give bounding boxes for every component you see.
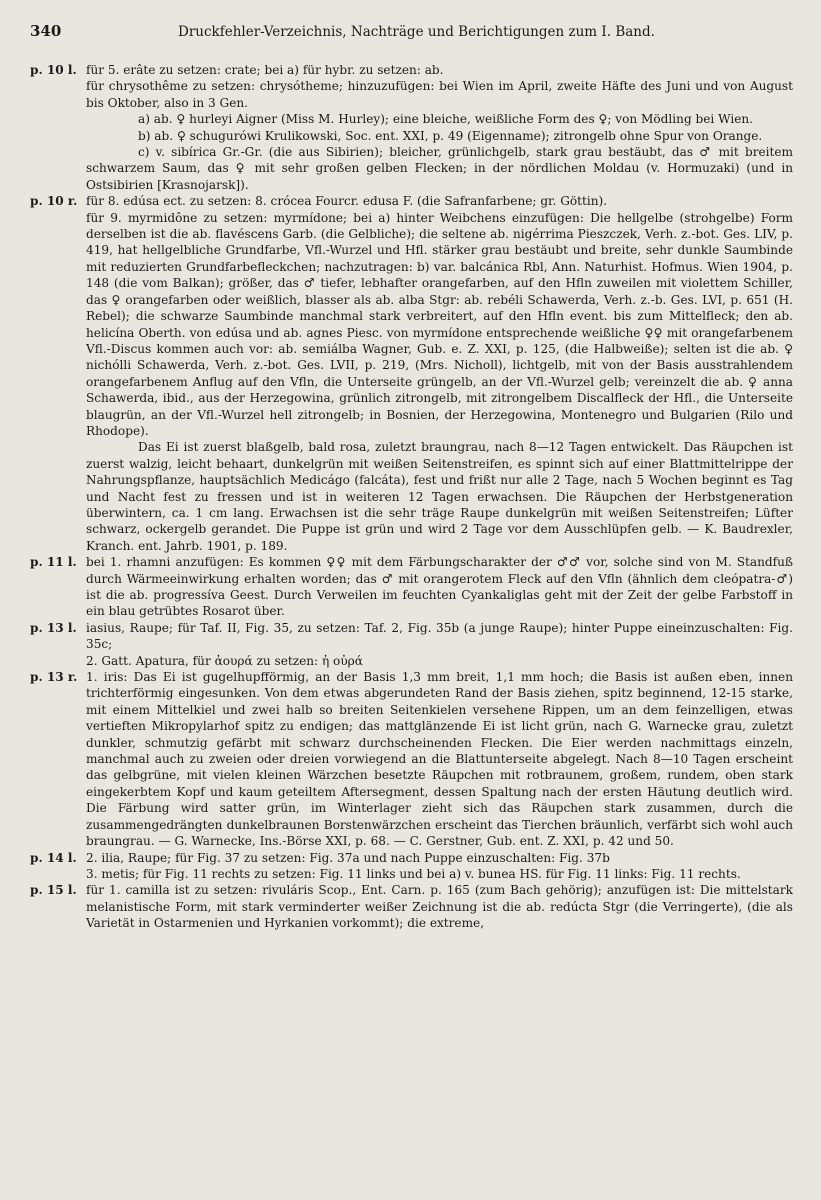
entry-paragraph: 3. metis; für Fig. 11 rechts zu setzen: Fig. 11 links und bei a) v. bunea HS. für Fig. 11 links: Fig. 11 rechts. xyxy=(86,866,741,881)
entry-paragraph: 2. Gatt. Apatura, für ἀουρά zu setzen: ἡ οὐρά xyxy=(86,653,363,668)
entry-p14l xyxy=(30,850,793,883)
entry-paragraph: c) v. sibírica Gr.-Gr. (die aus Sibirien); bleicher, grünlichgelb, stark grau bestäubt, das ♂ mit breitem schwarzem Saum, das ♀ mit sehr großen gelben Flecken; in der nördlichen Moldau (v. Hormuzaki) (und in Ostsibirien [Krasnojarsk]). xyxy=(86,145,793,192)
entry-reference: p. 10 r. xyxy=(30,194,78,209)
entry-reference: p. 14 l. xyxy=(30,850,77,865)
entry-paragraph: für 9. myrmidône zu setzen: myrmídone; bei a) hinter Weibchens einzufügen: Die hellgelbe (strohgelbe) Form derselben ist die ab. flavéscens Garb. (die Gelbliche); die seltene ab. nigérrima Pieszczek, Verh. z.-bot. Ges. LIV, p. 419, hat hellgelbliche Grundfarbe, Vfl.-Wurzel und Hfl. stärker grau bestäubt und breite, sehr dunkle Saumbinde mit reduzierten Grundfarbefleckchen; nachzutragen: b) var. balcánica Rbl, Ann. Naturhist. Hofmus. Wien 1904, p. 148 (die vom Balkan); größer, das ♂ tiefer, lebhafter orangefarben, auf den Hfln zuweilen mit violettem Schiller, das ♀ orangefarben oder weißlich, blasser als ab. alba Stgr: ab. rebéli Schawerda, Verh. z.-b. Ges. LVI, p. 651 (H. Rebel); die schwarze Saumbinde manchmal stark verbreitert, auf den Hfln event. bis zum Mittelfleck; den ab. helicína Oberth. von edúsa und ab. agnes Piesc. von myrmídone entsprechende weißliche ♀♀ mit orangefarbenem Vfl.-Discus kommen auch vor: ab. semiálba Wagner, Gub. e. Z. XXI, p. 125, (die Halbweiße); selten ist die ab. ♀ nichólli Schawerda, Verh. z.-bot. Ges. LVII, p. 219, (Mrs. Nicholl), lichtgelb, mit von der Basis ausstrahlendem orangefarbenem Anflug auf den Vfln, die Unterseite grüngelb, an der Vfl.-Wurzel gelb; vereinzelt die ab. ♀ anna Schawerda, ibid., aus der Herzegowina, grünlich zitrongelb, mit zitrongelbem Discalfleck der Hfl., die Unterseite blaugrün, an der Vfl.-Wurzel hell zitrongelb; in Bosnien, der Herzegowina, Montenegro und Bulgarien (Rilo und Rhodope). xyxy=(86,210,793,438)
entry-paragraph: a) ab. ♀ hurleyi Aigner (Miss M. Hurley); eine bleiche, weißliche Form des ♀; von Mödling bei Wien. xyxy=(138,112,754,127)
entry-paragraph: für 5. erâte zu setzen: crate; bei a) für hybr. zu setzen: ab. xyxy=(86,63,444,77)
entry-p15l xyxy=(30,882,793,931)
entry-reference: p. 13 r. xyxy=(30,670,78,685)
entry-reference: p. 13 l. xyxy=(30,620,77,635)
page-number: 340 xyxy=(30,22,62,40)
entry-paragraph: Das Ei ist zuerst blaßgelb, bald rosa, zuletzt braungrau, nach 8—12 Tagen entwickelt. Das Räupchen ist zuerst walzig, leicht behaart, dunkelgrün mit weißen Seitenstreifen, es spinnt sich auf einer Blattmittelrippe der Nahrungspflanze, hauptsächlich Medicágo (falcáta), fest und frißt nur alle 2 Tage, nach 5 Wochen beginnt es Tag und Nacht fest zu fressen und ist in weiteren 12 Tagen erwachsen. Die Räupchen der Herbstgeneration überwintern, ca. 1 cm lang. Erwachsen ist die sehr träge Raupe dunkelgrün mit weißen Seitenstreifen; Lüfter schwarz, ockergelb gerandet. Die Puppe ist grün und wird 2 Tage vor dem Ausschlüpfen gelb. — K. Baudrexler, Kranch. ent. Jahrb. 1901, p. 189. xyxy=(86,440,793,553)
errata-body xyxy=(30,62,793,932)
entry-paragraph: 2. ilia, Raupe; für Fig. 37 zu setzen: Fig. 37a und nach Puppe einzuschalten: Fig. 37b xyxy=(86,850,610,865)
entry-paragraph: für 8. edúsa ect. zu setzen: 8. crócea Fourcr. edusa F. (die Safranfarbene; gr. Göttin). xyxy=(86,194,608,209)
entry-reference: p. 10 l. xyxy=(30,63,77,77)
running-head xyxy=(30,22,793,52)
entry-reference: p. 11 l. xyxy=(30,555,77,570)
entry-p10r xyxy=(30,193,793,554)
entry-p10l xyxy=(30,62,793,193)
entry-paragraph: b) ab. ♀ schugurówi Krulikowski, Soc. ent. XXI, p. 49 (Eigenname); zitrongelb ohne Spur von Orange. xyxy=(138,128,763,143)
entry-paragraph: bei 1. rhamni anzufügen: Es kommen ♀♀ mit dem Färbungscharakter der ♂♂ vor, solche sind von M. Standfuß durch Wärmeeinwirkung erhalten worden; das ♂ mit orangerotem Fleck auf den Vfln (ähnlich dem cleópatra-♂) ist die ab. progressíva Geest. Durch Verweilen im feuchten Cyankaliglas geht mit der Zeit der gelbe Farbstoff in ein blau getrübtes Rosarot über. xyxy=(86,555,793,619)
entry-p11l xyxy=(30,554,793,620)
entry-paragraph: iasius, Raupe; für Taf. II, Fig. 35, zu setzen: Taf. 2, Fig. 35b (a junge Raupe); hinter Puppe eineinzuschalten: Fig. 35c; xyxy=(86,620,793,652)
entry-p13l xyxy=(30,620,793,669)
entry-p13r xyxy=(30,669,793,849)
entry-reference: p. 15 l. xyxy=(30,883,77,898)
entry-paragraph: für chrysothême zu setzen: chrysótheme; hinzuzufügen: bei Wien im April, zweite Häfte des Juni und von August bis Oktober, also in 3 Gen. xyxy=(86,79,793,110)
header-title: Druckfehler-Verzeichnis, Nachträge und Berichtigungen zum I. Band. xyxy=(178,24,655,40)
entry-paragraph: 1. iris: Das Ei ist gugelhupfförmig, an der Basis 1,3 mm breit, 1,1 mm hoch; die Basis ist außen eben, innen trichterförmig eingesunken. Von dem etwas abgerundeten Rand der Basis ziehen, spitz beginnend, 12-15 starke, mit einem Mittelkiel und zwei halb so breiten Seitenkielen versehene Rippen, um an dem feinzelligen, etwas vertieften Mikropylarhof spitz zu endigen; das mattglänzende Ei ist licht grün, nach G. Warnecke grau, zuletzt dunkler, schmutzig gefärbt mit schwarz durchscheinenden Flecken. Die Eier werden nachmittags einzeln, manchmal auch zu zweien oder dreien vorwiegend an die Blattunterseite abgelegt. Nach 8—10 Tagen erscheint das gelbgrüne, mit vielen kleinen Wärzchen besetzte Räupchen mit rotbraunem, großem, rundem, oben stark eingekerbtem Kopf und kaum geteiltem Aftersegment, dessen Spaltung nach der ersten Häutung deutlich wird. Die Färbung wird satter grün, im Winterlager zieht sich das Räupchen stark zusammen, durch die zusammengedrängten dunkelbraunen Borstenwärzchen erscheint das Tierchen bräunlich, verfärbt sich wohl auch braungrau. — G. Warnecke, Ins.-Börse XXI, p. 68. — C. Gerstner, Gub. ent. Z. XXI, p. 42 und 50. xyxy=(86,670,793,849)
entry-paragraph: für 1. camilla ist zu setzen: rivuláris Scop., Ent. Carn. p. 165 (zum Bach gehörig); anzufügen ist: Die mittelstark melanistische Form, mit stark verminderter weißer Zeichnung ist die ab. redúcta Stgr (die Verringerte), (die als Varietät in Ostarmenien und Hyrkanien vorkommt); die extreme, xyxy=(86,883,793,931)
